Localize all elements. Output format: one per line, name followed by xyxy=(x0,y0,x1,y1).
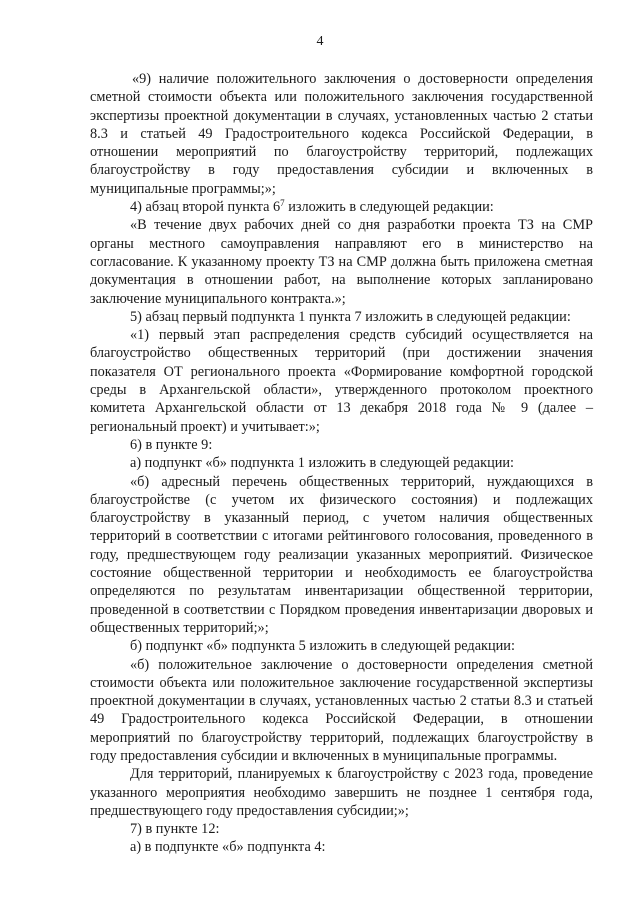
item-4-text: 4) абзац второй пункта 6 xyxy=(130,199,281,216)
document-body xyxy=(90,70,593,857)
paragraph-tz-smr: «В течение двух рабочих дней со дня разработки проекта ТЗ на СМР органы местного самоуправления направляют его в министерство на согласование. К указанному проекту ТЗ на СМР должна быть приложена сметная документация в отношении работ, на выполнение которых запланировано заключение муниципального контракта.»; xyxy=(90,217,593,307)
item-4-text-end: изложить в следующей редакции: xyxy=(284,199,494,216)
item-4-superscript: 7 xyxy=(280,198,285,209)
paragraph-sub-a: а) подпункт «б» подпункта 1 изложить в следующей редакции: xyxy=(130,455,514,472)
paragraph-item-5: 5) абзац первый подпункта 1 пункта 7 изложить в следующей редакции: xyxy=(130,308,571,325)
paragraph-item-4 xyxy=(90,198,593,216)
paragraph-positive-conclusion: «б) положительное заключение о достоверности определения сметной стоимости объекта или положительное заключение государственной экспертизы проектной документации в случаях, установленных частью 2 статьи 8.3 и статьей 49 Градостроительного кодекса Российской Федерации, в отношении мероприятий по благоустройству территорий, подлежащих благоустройству в году предоставления субсидии и включенных в муниципальные программы. xyxy=(90,656,593,764)
page-number: 4 xyxy=(316,34,324,49)
paragraph-sub-a-item-12: а) в подпункте «б» подпункта 4: xyxy=(130,839,326,856)
paragraph-address-list: «б) адресный перечень общественных территорий, нуждающихся в благоустройстве (с учетом их физического состояния) и подлежащих благоустройству в указанный период, с учетом наличия общественных территорий в соответствии с итогами рейтингового голосования, проведенного в году, предшествующем году реализации указанных мероприятий. Физическое состояние общественной территории и необходимость ее благоустройства определяются по результатам инвентаризации общественной территории, проведенной в соответствии с Порядком проведения инвентаризации дворовых и общественных территорий;»; xyxy=(90,473,593,636)
paragraph-item-9: «9) наличие положительного заключения о достоверности определения сметной стоимости объекта или положительного заключения государственной экспертизы проектной документации в случаях, установленных частью 2 статьи 8.3 и статьей 49 Градостроительного кодекса Российской Федерации, в отношении мероприятий по благоустройству территорий, подлежащих благоустройству в году предоставления субсидии и включенных в муниципальные программы;»; xyxy=(90,71,593,197)
paragraph-2023-territories: Для территорий, планируемых к благоустройству с 2023 года, проведение указанного мероприятия необходимо завершить не позднее 1 сентября года, предшествующего году предоставления субсидии;»; xyxy=(90,766,593,819)
paragraph-first-stage: «1) первый этап распределения средств субсидий осуществляется на благоустройство общественных территорий (при достижении значения показателя ОТ регионального проекта «Формирование комфортной городской среды в Архангельской области», утвержденного протоколом проектного комитета Архангельской области от 13 декабря 2018 года № 9 (далее – региональный проект) и учитывает:»; xyxy=(90,327,593,435)
paragraph-item-7: 7) в пункте 12: xyxy=(130,821,220,838)
paragraph-item-6: 6) в пункте 9: xyxy=(130,436,213,453)
paragraph-sub-b: б) подпункт «б» подпункта 5 изложить в следующей редакции: xyxy=(130,638,515,655)
